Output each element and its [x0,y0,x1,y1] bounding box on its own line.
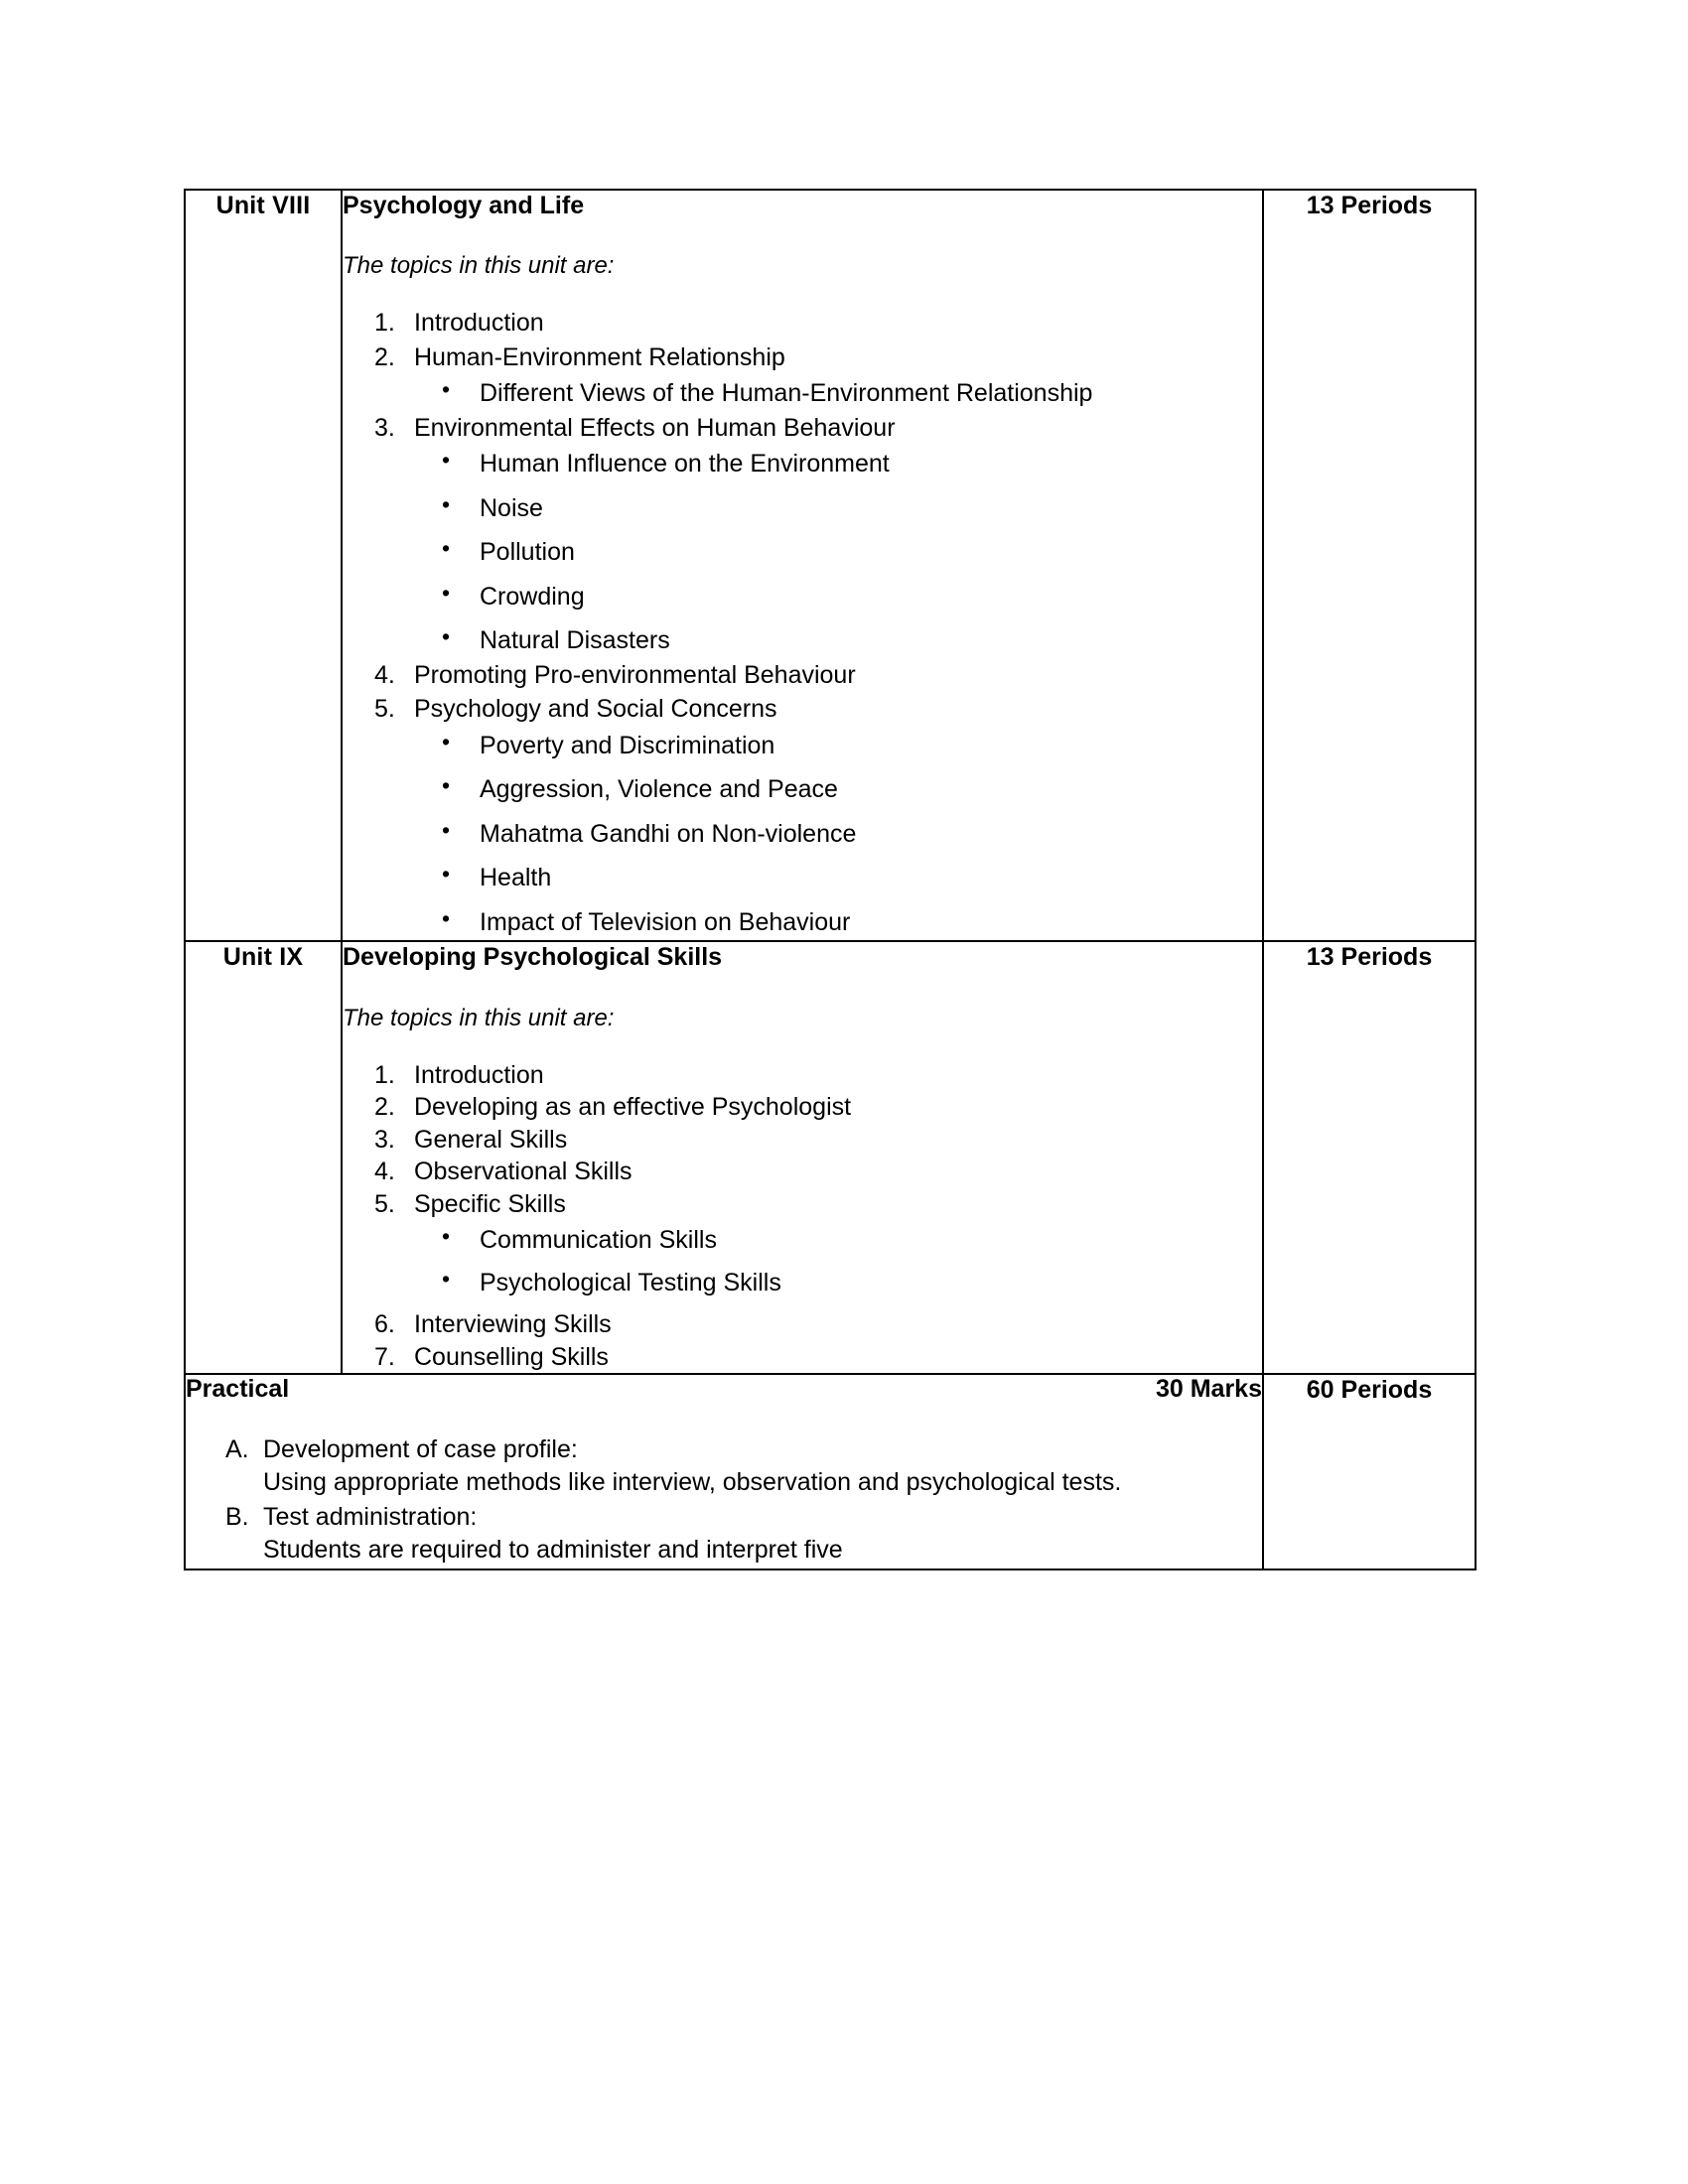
bullet-icon: • [442,861,451,887]
list-item [343,1308,1262,1341]
list-item-text: Aggression, Violence and Peace [480,775,838,804]
unit-number-cell [185,941,342,1374]
unit-content-cell [342,941,1263,1374]
list-item-text: Poverty and Discrimination [480,731,775,759]
list-item [414,581,1262,614]
bullet-icon: • [442,490,451,517]
list-item-text: Development of case profile: [263,1435,578,1463]
bullet-icon: • [442,376,451,403]
practical-periods-cell [1263,1374,1476,1570]
list-item-text: Psychology and Social Concerns [414,695,777,724]
list-item [343,1124,1262,1157]
periods-label: 13 Periods [1306,192,1433,219]
list-item-text: Test administration: [263,1503,478,1531]
topic-list [343,1059,1262,1374]
list-item [414,906,1262,939]
list-marker: 7. [374,1342,395,1371]
list-item-text: Crowding [480,582,585,611]
list-item-text: Communication Skills [480,1226,717,1254]
unit-number-cell [185,190,342,941]
list-item-text: Psychological Testing Skills [480,1268,781,1297]
list-item-text: Introduction [414,309,544,338]
list-item-text: Different Views of the Human-Environment Relationship [480,379,1093,408]
list-item-text: Specific Skills [414,1189,566,1218]
list-marker: 5. [374,695,395,724]
list-marker: B. [225,1503,249,1531]
list-item-text: Observational Skills [414,1158,633,1185]
list-marker: 1. [374,309,395,338]
periods-label: 60 Periods [1306,1376,1433,1404]
topics-intro: The topics in this unit are: [343,1004,615,1031]
sub-bullet-list [414,730,1262,939]
unit-title: Psychology and Life [343,192,585,219]
list-marker: 6. [374,1310,395,1338]
unit-periods-cell [1263,941,1476,1374]
bullet-icon: • [442,728,451,754]
list-item-text: Promoting Pro-environmental Behaviour [414,660,856,689]
syllabus-table [184,189,1477,1570]
list-item [414,492,1262,525]
list-item-text: Health [480,864,552,892]
bullet-icon: • [442,772,451,799]
unit-label: Unit IX [222,943,304,972]
practical-header [186,1375,1262,1404]
list-item-text: Impact of Television on Behaviour [480,907,851,936]
list-item [343,1156,1262,1188]
list-item-text: Natural Disasters [480,626,670,655]
list-marker: 3. [374,413,395,442]
bullet-icon: • [442,816,451,843]
unit-content-cell [342,190,1263,941]
list-marker: 2. [374,342,395,371]
list-item [343,659,1262,692]
bullet-icon: • [442,904,451,931]
list-item [414,536,1262,569]
unit-label: Unit VIII [215,192,311,219]
list-item [186,1433,1262,1499]
list-marker: 1. [374,1060,395,1089]
list-item [343,307,1262,340]
topic-list [343,307,1262,938]
list-item-subtext: Using appropriate methods like interview, observation and psychological tests. [263,1468,1122,1496]
list-marker: 5. [374,1189,395,1218]
sub-bullet-list [414,1224,1262,1298]
list-item [343,341,1262,410]
list-item [414,730,1262,762]
list-item [343,1091,1262,1124]
list-item-text: Introduction [414,1060,544,1089]
list-item [343,412,1262,657]
topics-intro: The topics in this unit are: [343,252,615,280]
list-item-text: Mahatma Gandhi on Non-violence [480,819,857,848]
sub-bullet-list [414,448,1262,657]
practical-list [186,1433,1262,1567]
table-row [185,941,1476,1374]
table-row [185,1374,1476,1570]
unit-periods-cell [1263,190,1476,941]
list-marker: 4. [374,660,395,689]
bullet-icon: • [442,1265,451,1292]
bullet-icon: • [442,579,451,606]
bullet-icon: • [442,1223,451,1249]
list-item-text: Human-Environment Relationship [414,342,785,371]
list-item-text: Environmental Effects on Human Behaviour [414,413,896,442]
list-item [414,1267,1262,1299]
list-marker: 3. [374,1125,395,1154]
practical-marks: 30 Marks [1155,1375,1262,1403]
list-item [343,693,1262,938]
periods-label: 13 Periods [1306,943,1433,972]
list-item-text: Counselling Skills [414,1342,609,1371]
table-row [185,190,1476,941]
list-item [343,1059,1262,1092]
list-item-text: Human Influence on the Environment [480,450,890,478]
list-item [343,1188,1262,1299]
practical-content-cell [185,1374,1263,1570]
list-item-text: Noise [480,493,543,522]
practical-title: Practical [186,1375,290,1403]
list-item [414,818,1262,851]
unit-title: Developing Psychological Skills [343,943,723,972]
list-item-text: Interviewing Skills [414,1310,612,1338]
list-item [414,624,1262,657]
bullet-icon: • [442,447,451,474]
list-item-text: Pollution [480,538,575,567]
list-item [414,377,1262,410]
list-item-text: Developing as an effective Psychologist [414,1093,852,1121]
list-marker: A. [225,1435,249,1463]
list-item-text: General Skills [414,1125,568,1154]
list-item-subtext: Students are required to administer and interpret five [263,1536,843,1564]
list-marker: 2. [374,1093,395,1121]
sub-bullet-list [414,377,1262,410]
list-marker: 4. [374,1158,395,1185]
list-item [414,862,1262,894]
list-item [414,448,1262,480]
list-item [343,1341,1262,1374]
list-item [414,1224,1262,1257]
bullet-icon: • [442,535,451,562]
bullet-icon: • [442,623,451,650]
list-item [186,1501,1262,1567]
list-item [414,773,1262,806]
